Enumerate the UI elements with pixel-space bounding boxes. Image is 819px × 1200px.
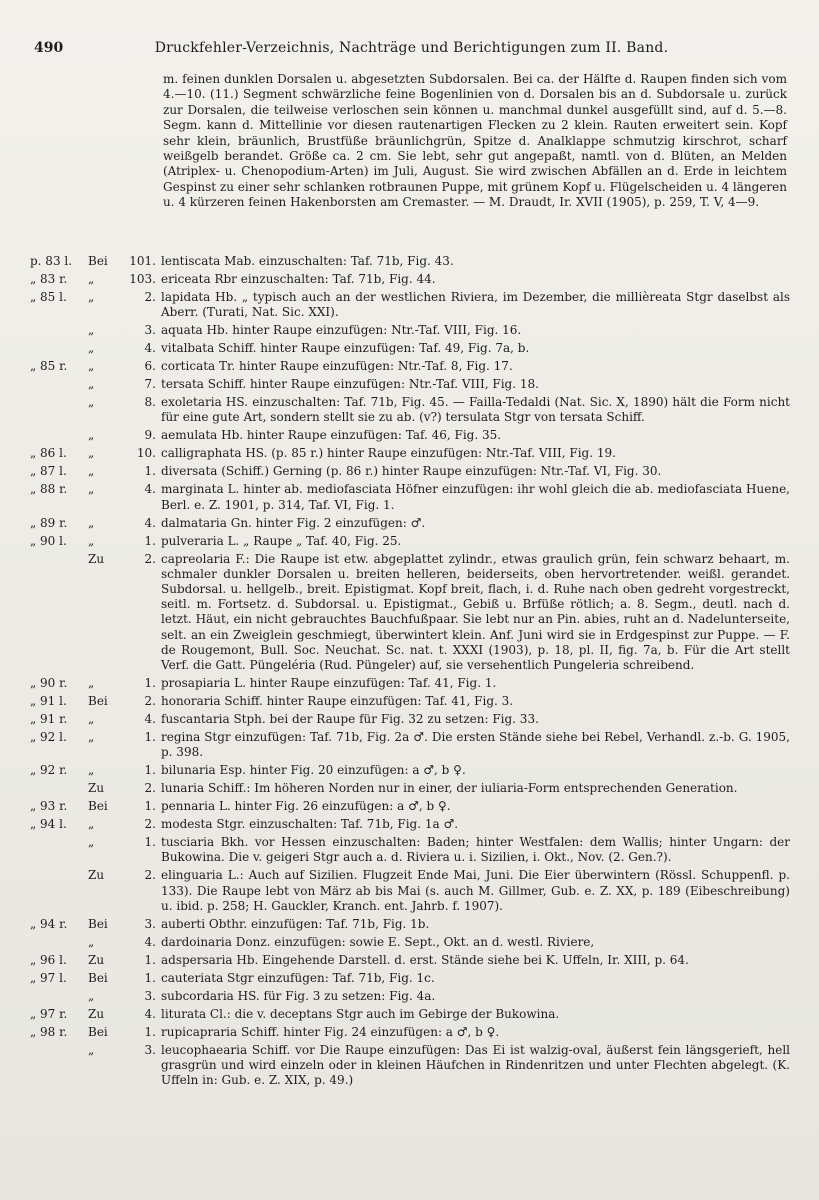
page-reference: „ 85 r. — [30, 359, 68, 374]
entry-text: bilunaria Esp. hinter Fig. 20 einzufügen: a ♂, b ♀. — [161, 763, 466, 778]
page-reference: „ 94 l. — [30, 817, 67, 832]
entry-prefix: „ — [88, 817, 95, 832]
species-number: 6. — [144, 359, 156, 374]
entry-text: subcordaria HS. für Fig. 3 zu setzen: Fig. 4a. — [161, 988, 436, 1003]
page-reference: „ 89 r. — [30, 515, 68, 530]
erratum-entry — [30, 395, 790, 425]
entry-prefix: „ — [88, 934, 95, 949]
entry-text: elinguaria L.: Auch auf Sizilien. Flugzeit Ende Mai, Juni. Die Eier überwintern (Rössl. Schuppenfl. p. 133). Die Raupe lebt von März ab bis Mai (s. auch M. Gillmer, Gub. e. Z. XX, p. 189 (Eibeschreibung) u. ibid. p. 258; H. Gauckler, Kranch. ent. Jahrb. f. 1907). — [161, 868, 790, 913]
entry-prefix: Zu — [88, 868, 105, 883]
erratum-entry — [30, 1025, 790, 1040]
erratum-entry — [30, 953, 790, 968]
entry-prefix: „ — [88, 1042, 95, 1057]
erratum-entry — [30, 781, 790, 796]
erratum-entry — [30, 516, 790, 531]
entry-text: dardoinaria Donz. einzufügen: sowie E. Sept., Okt. an d. westl. Riviere, — [161, 934, 595, 949]
erratum-list — [30, 254, 790, 1091]
species-number: 3. — [144, 1042, 156, 1057]
species-number: 8. — [144, 395, 156, 410]
entry-text: lunaria Schiff.: Im höheren Norden nur in einer, der iuliaria-Form entsprechenden Generation. — [161, 781, 738, 796]
erratum-entry — [30, 1043, 790, 1089]
species-number: 9. — [144, 428, 156, 443]
entry-text: liturata Cl.: die v. deceptans Stgr auch im Gebirge der Bukowina. — [161, 1006, 560, 1021]
erratum-entry — [30, 272, 790, 287]
erratum-entry — [30, 290, 790, 320]
erratum-entry — [30, 712, 790, 727]
species-number: 1. — [144, 676, 156, 691]
entry-prefix: Bei — [88, 916, 108, 931]
species-number: 1. — [144, 730, 156, 745]
page-reference: „ 87 l. — [30, 464, 67, 479]
page-number: 490 — [34, 40, 64, 56]
species-number: 2. — [144, 551, 156, 566]
entry-prefix: „ — [88, 323, 95, 338]
species-number: 2. — [144, 817, 156, 832]
entry-text: tusciaria Bkh. vor Hessen einzuschalten: Baden; hinter Westfalen: dem Wallis; hinter Ungarn: der Bukowina. Die v. geigeri Stgr auch a. d. Riviera u. i. Sizilien, i. Okt., Nov. (2. Gen.?). — [161, 835, 790, 865]
entry-text: pulveraria L. „ Raupe „ Taf. 40, Fig. 25. — [161, 533, 402, 548]
erratum-entry — [30, 676, 790, 691]
page-reference: „ 97 r. — [30, 1006, 68, 1021]
erratum-entry — [30, 534, 790, 549]
page-reference: „ 91 l. — [30, 694, 67, 709]
entry-prefix: „ — [88, 988, 95, 1003]
erratum-entry — [30, 730, 790, 760]
entry-text: prosapiaria L. hinter Raupe einzufügen: Taf. 41, Fig. 1. — [161, 676, 497, 691]
entry-text: tersata Schiff. hinter Raupe einzufügen: Ntr.-Taf. VIII, Fig. 18. — [161, 377, 539, 392]
entry-prefix: Bei — [88, 799, 108, 814]
entry-text: auberti Obthr. einzufügen: Taf. 71b, Fig. 1b. — [161, 916, 430, 931]
species-number: 2. — [144, 781, 156, 796]
entry-prefix: Zu — [88, 952, 105, 967]
entry-text: aquata Hb. hinter Raupe einzufügen: Ntr.-Taf. VIII, Fig. 16. — [161, 323, 522, 338]
species-number: 10. — [136, 446, 156, 461]
entry-prefix: Bei — [88, 1024, 108, 1039]
page-reference: „ 94 r. — [30, 916, 68, 931]
erratum-entry — [30, 989, 790, 1004]
species-number: 4. — [144, 934, 156, 949]
entry-prefix: „ — [88, 428, 95, 443]
page-reference: „ 91 r. — [30, 712, 68, 727]
erratum-entry — [30, 971, 790, 986]
entry-prefix: „ — [88, 712, 95, 727]
erratum-entry — [30, 482, 790, 512]
entry-text: regina Stgr einzufügen: Taf. 71b, Fig. 2a ♂. Die ersten Stände siehe bei Rebel, Verhandl. z.-b. G. 1905, p. 398. — [161, 730, 790, 760]
species-number: 3. — [144, 916, 156, 931]
species-number: 101. — [129, 254, 156, 268]
erratum-entry — [30, 446, 790, 461]
species-number: 4. — [144, 482, 156, 497]
species-number: 1. — [144, 1024, 156, 1039]
species-number: 7. — [144, 377, 156, 392]
erratum-entry — [30, 359, 790, 374]
erratum-entry — [30, 377, 790, 392]
erratum-entry — [30, 868, 790, 914]
page-reference: „ 92 l. — [30, 730, 67, 745]
entry-prefix: „ — [88, 482, 95, 497]
erratum-entry — [30, 835, 790, 865]
erratum-entry — [30, 935, 790, 950]
erratum-entry — [30, 799, 790, 814]
species-number: 3. — [144, 988, 156, 1003]
entry-text: lapidata Hb. „ typisch auch an der westlichen Riviera, im Dezember, die millièreata Stgr daselbst als Aberr. (Turati, Nat. Sic. XXI). — [161, 290, 790, 320]
species-number: 4. — [144, 712, 156, 727]
entry-prefix: „ — [88, 515, 95, 530]
species-number: 2. — [144, 290, 156, 304]
entry-text: pennaria L. hinter Fig. 26 einzufügen: a ♂, b ♀. — [161, 799, 451, 814]
entry-prefix: „ — [88, 377, 95, 392]
entry-prefix: „ — [88, 341, 95, 356]
entry-text: leucophaearia Schiff. vor Die Raupe einzufügen: Das Ei ist walzig-oval, äußerst fein längsgerieft, hell grasgrün und wird einzeln oder in kleinen Häufchen in Rindenritzen und unter Flechten abgelegt. (K. Uffeln in: Gub. e. Z. XIX, p. 49.) — [161, 1042, 790, 1088]
entry-prefix: „ — [88, 676, 95, 691]
species-number: 103. — [129, 272, 156, 286]
erratum-entry — [30, 428, 790, 443]
entry-text: adspersaria Hb. Eingehende Darstell. d. erst. Stände siehe bei K. Uffeln, Ir. XIII, p. 64. — [161, 952, 689, 967]
entry-prefix: „ — [88, 464, 95, 479]
running-title: Druckfehler-Verzeichnis, Nachträge und Berichtigungen zum II. Band. — [154, 40, 669, 56]
entry-text: capreolaria F.: Die Raupe ist etw. abgeplattet zylindr., etwas graulich grün, fein schwarz behaart, m. schmaler dunkler Dorsalen u. breiten helleren, beiderseits, oben hervortretender. weißl. gerandet. Subdorsal. u. hellgelb., breit. Epistigmat. Kopf breit, flach, i. d. Ruhe nach oben gedreht vorgestreckt, seitl. m. Fortsetz. d. Subdorsal. u. Epistigmat., Gebiß u. Brfüße rötlich; a. 8. Segm., deutl. nach d. letzt. Häut, ein nicht gebrauchtes Bauchfußpaar. Sie lebt nur an Pin. abies, ruht an d. Nadelunterseite, selt. an ein Zweiglein geschmiegt, überwintert klein. Anf. Juni wird sie in Erdgespinst zur Puppe. — F. de Rougemont, Bull. Soc. Neuchat. Sc. nat. t. XXXI (1903), p. 18, pl. II, fig. 7a, b. Für die Art stellt Verf. die Gatt. Püngeléria (Rud. Püngeler) auf, sie versehentlich Pungeleria schreibend. — [161, 551, 790, 673]
page-reference: „ 97 l. — [30, 970, 67, 985]
species-number: 3. — [144, 323, 156, 338]
entry-text: marginata L. hinter ab. mediofasciata Höfner einzufügen: ihr wohl gleich die ab. mediofasciata Huene, Berl. e. Z. 1901, p. 314, Taf. VI, Fig. 1. — [161, 482, 790, 512]
entry-text: rupicapraria Schiff. hinter Fig. 24 einzufügen: a ♂, b ♀. — [161, 1024, 500, 1039]
entry-text: calligraphata HS. (p. 85 r.) hinter Raupe einzufügen: Ntr.-Taf. VIII, Fig. 19. — [161, 446, 616, 461]
entry-prefix: „ — [88, 359, 95, 374]
erratum-entry — [30, 254, 790, 269]
species-number: 1. — [144, 970, 156, 985]
entry-prefix: Zu — [88, 781, 105, 796]
erratum-entry — [30, 552, 790, 674]
species-number: 1. — [144, 952, 156, 967]
page-reference: „ 85 l. — [30, 290, 67, 304]
erratum-entry — [30, 341, 790, 356]
entry-prefix: „ — [88, 730, 95, 745]
entry-prefix: „ — [88, 395, 95, 410]
entry-text: ericeata Rbr einzuschalten: Taf. 71b, Fig. 44. — [161, 272, 436, 286]
entry-text: diversata (Schiff.) Gerning (p. 86 r.) hinter Raupe einzufügen: Ntr.-Taf. VI, Fig. 30. — [161, 464, 662, 479]
page-reference: „ 92 r. — [30, 763, 68, 778]
erratum-entry — [30, 763, 790, 778]
entry-prefix: „ — [88, 446, 95, 461]
species-number: 1. — [144, 464, 156, 479]
erratum-entry — [30, 464, 790, 479]
erratum-entry — [30, 323, 790, 338]
entry-text: modesta Stgr. einzuschalten: Taf. 71b, Fig. 1a ♂. — [161, 817, 459, 832]
entry-text: fuscantaria Stph. bei der Raupe für Fig. 32 zu setzen: Fig. 33. — [161, 712, 539, 727]
species-number: 1. — [144, 533, 156, 548]
erratum-entry — [30, 917, 790, 932]
species-number: 2. — [144, 694, 156, 709]
entry-prefix: Bei — [88, 970, 108, 985]
entry-prefix: Zu — [88, 551, 105, 566]
page-reference: „ 90 r. — [30, 676, 68, 691]
entry-prefix: „ — [88, 835, 95, 850]
erratum-entry — [30, 817, 790, 832]
entry-prefix: „ — [88, 533, 95, 548]
erratum-entry — [30, 694, 790, 709]
entry-text: exoletaria HS. einzuschalten: Taf. 71b, Fig. 45. — Failla-Tedaldi (Nat. Sic. X, 1890) hält die Form nicht für eine gute Art, sondern stellt sie zu ab. (v?) tersulata Stgr von tersata Schiff. — [161, 395, 790, 425]
entry-text: cauteriata Stgr einzufügen: Taf. 71b, Fig. 1c. — [161, 970, 435, 985]
entry-prefix: Bei — [88, 694, 108, 709]
page-reference: „ 83 r. — [30, 272, 68, 286]
entry-prefix: „ — [88, 272, 95, 286]
species-number: 2. — [144, 868, 156, 883]
entry-prefix: „ — [88, 290, 95, 304]
page-reference: p. 83 l. — [30, 254, 73, 268]
species-number: 1. — [144, 835, 156, 850]
page-reference: „ 98 r. — [30, 1024, 68, 1039]
species-number: 4. — [144, 1006, 156, 1021]
entry-text: vitalbata Schiff. hinter Raupe einzufügen: Taf. 49, Fig. 7a, b. — [161, 341, 530, 356]
page-reference: „ 93 r. — [30, 799, 68, 814]
species-number: 1. — [144, 799, 156, 814]
species-number: 1. — [144, 763, 156, 778]
intro-paragraph: m. feinen dunklen Dorsalen u. abgesetzten Subdorsalen. Bei ca. der Hälfte d. Raupen finden sich vom 4.—10. (11.) Segment schwärzliche feine Bogenlinien von d. Dorsalen bis an d. Subdorsale u. zurück zur Dorsalen, die teilweise verloschen sein können u. manchmal dunkel ausgefüllt sind, auf d. 5.—8. Segm. kann d. Mittellinie vor diesen rautenartigen Flecken zu 2 klein. Rauten erweitert sein. Kopf sehr klein, bräunlich, Brustfüße bräunlichgrün, Spitze d. Analklappe schmutzig kirschrot, scharf weißgelb berandet. Größe ca. 2 cm. Sie lebt, sehr gut angepaßt, namtl. von d. Blüten, an Melden (Atriplex- u. Chenopodium-Arten) im Juli, August. Sie wird zwischen Abfällen an d. Erde in leichtem Gespinst zu einer sehr schlanken rotbraunen Puppe, mit grünem Kopf u. Flügelscheiden u. 4 längeren u. 4 kürzeren feinen Hakenborsten am Cremaster. — M. Draudt, Ir. XVII (1905), p. 259, T. V, 4—9. — [163, 72, 787, 210]
species-number: 4. — [144, 515, 156, 530]
entry-text: dalmataria Gn. hinter Fig. 2 einzufügen: ♂. — [161, 515, 426, 530]
entry-prefix: Zu — [88, 1006, 105, 1021]
entry-text: corticata Tr. hinter Raupe einzufügen: Ntr.-Taf. 8, Fig. 17. — [161, 359, 513, 374]
page-reference: „ 96 l. — [30, 952, 67, 967]
species-number: 4. — [144, 341, 156, 356]
entry-prefix: Bei — [88, 254, 108, 268]
entry-text: lentiscata Mab. einzuschalten: Taf. 71b, Fig. 43. — [161, 254, 454, 268]
erratum-entry — [30, 1007, 790, 1022]
entry-text: aemulata Hb. hinter Raupe einzufügen: Taf. 46, Fig. 35. — [161, 428, 502, 443]
page-reference: „ 88 r. — [30, 482, 68, 497]
page-reference: „ 90 l. — [30, 533, 67, 548]
entry-prefix: „ — [88, 763, 95, 778]
entry-text: honoraria Schiff. hinter Raupe einzufügen: Taf. 41, Fig. 3. — [161, 694, 514, 709]
page-reference: „ 86 l. — [30, 446, 67, 461]
